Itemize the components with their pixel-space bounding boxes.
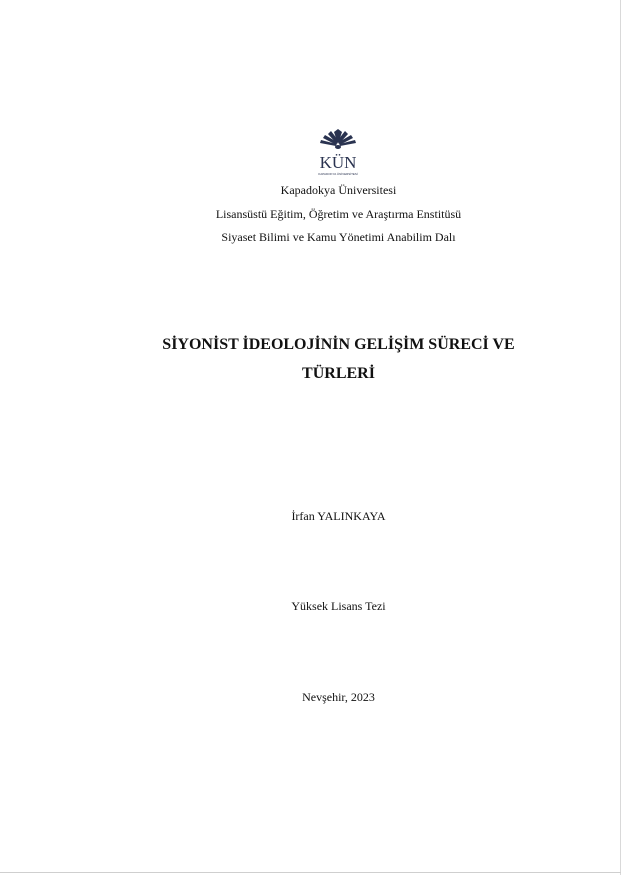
kun-emblem-icon [308, 126, 368, 178]
logo-wordmark: KÜN [319, 153, 357, 172]
thesis-title-line-1: SİYONİST İDEOLOJİNİN GELİŞİM SÜRECİ VE [162, 336, 515, 353]
university-name: Kapadokya Üniversitesi [280, 183, 397, 197]
place-and-date: Nevşehir, 2023 [302, 690, 375, 704]
author-name: İrfan YALINKAYA [291, 509, 386, 523]
thesis-title-line-2: TÜRLERİ [302, 365, 375, 382]
degree-type: Yüksek Lisans Tezi [291, 599, 386, 613]
logo-subtext: KAPADOKYA ÜNİVERSİTESİ [318, 172, 358, 176]
page-bottom-edge [0, 872, 621, 873]
department-name: Siyaset Bilimi ve Kamu Yönetimi Anabilim Dalı [221, 230, 456, 244]
institute-name: Lisansüstü Eğitim, Öğretim ve Araştırma Enstitüsü [215, 207, 462, 221]
university-logo [308, 126, 368, 178]
